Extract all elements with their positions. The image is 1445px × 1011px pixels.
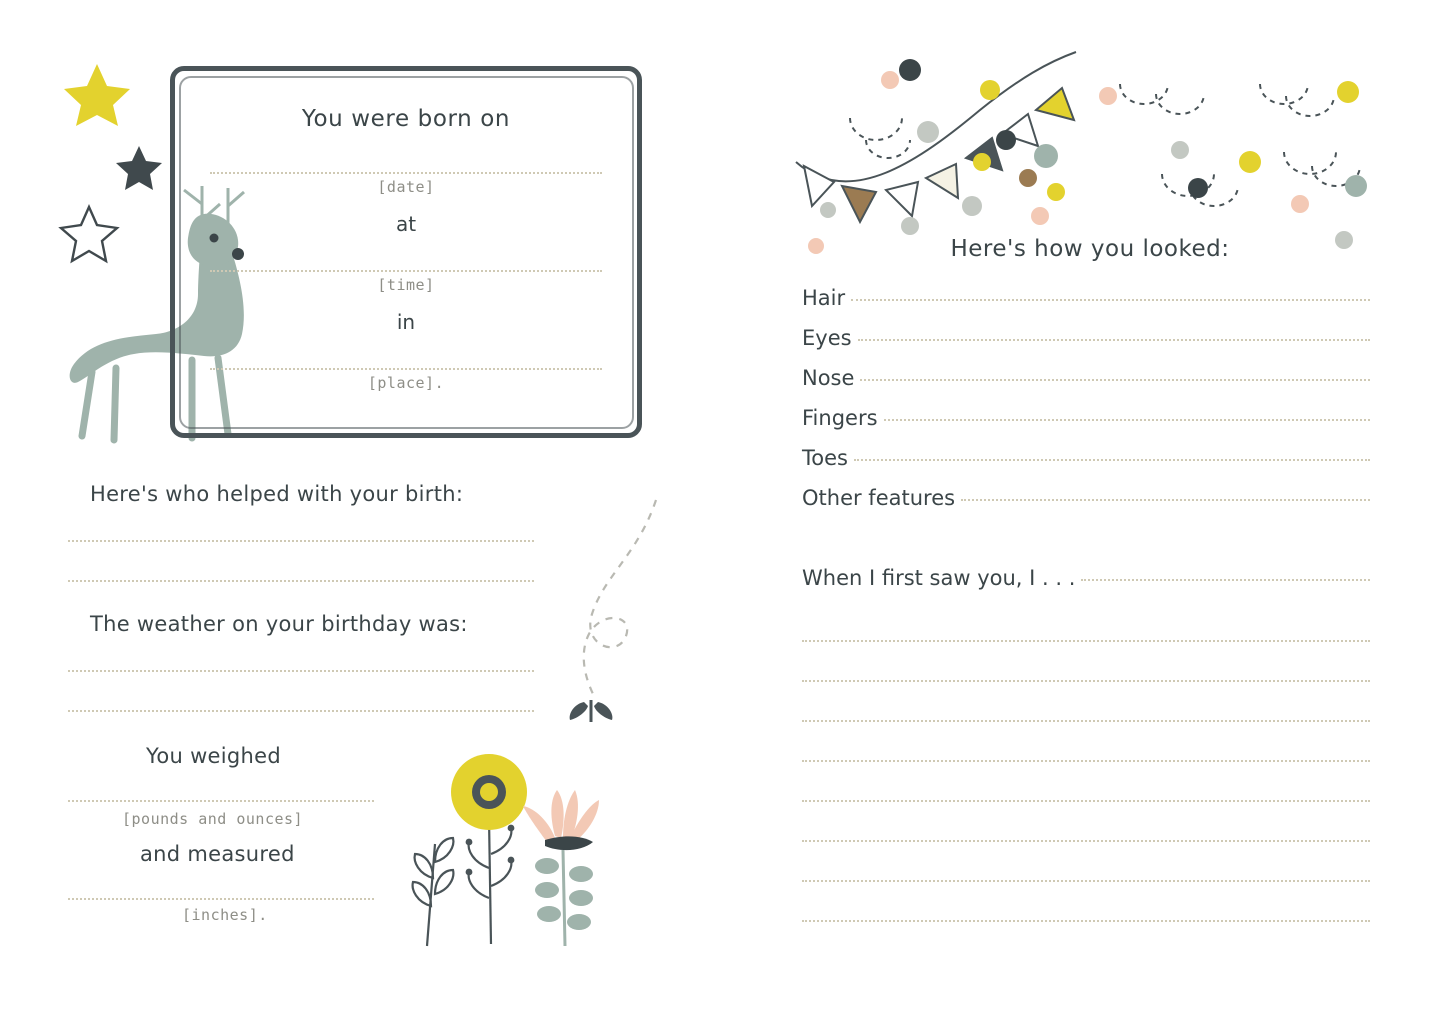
sunflower-icon [405,758,625,948]
weather-heading: The weather on your birthday was: [90,612,468,636]
feature-row-nose[interactable] [802,366,1370,396]
inches-tag: [inches]. [182,906,268,924]
writing-line[interactable] [802,760,1370,762]
place-tag: [place]. [367,374,445,392]
writing-line[interactable] [802,640,1370,642]
weighed-heading: You weighed [146,744,281,768]
born-on-title: You were born on [301,106,511,132]
time-tag: [time] [377,276,435,294]
birth-details-box [170,66,642,438]
moth-icon [540,490,670,740]
measured-heading: and measured [140,842,295,866]
feature-input-line[interactable] [858,339,1370,341]
writing-line[interactable] [802,720,1370,722]
writing-line[interactable] [802,880,1370,882]
first-saw-row[interactable] [802,566,1370,596]
feature-row-other[interactable] [802,486,1370,516]
feature-label: Other features [802,486,956,510]
confetti-icon [800,40,1400,260]
feature-input-line[interactable] [854,459,1370,461]
helpers-heading: Here's who helped with your birth: [90,482,464,506]
feature-label: Fingers [802,406,878,430]
place-line[interactable] [210,368,602,370]
inches-line[interactable] [68,898,374,900]
first-saw-input-line[interactable] [1081,579,1370,581]
first-saw-label: When I first saw you, I . . . [802,566,1076,590]
feature-input-line[interactable] [884,419,1370,421]
feature-row-hair[interactable] [802,286,1370,316]
feature-label: Toes [802,446,848,470]
date-tag: [date] [377,178,435,196]
writing-line[interactable] [802,920,1370,922]
in-label: in [396,310,416,334]
looks-title: Here's how you looked: [950,236,1230,262]
at-label: at [395,212,417,236]
feature-row-toes[interactable] [802,446,1370,476]
feature-row-fingers[interactable] [802,406,1370,436]
date-line[interactable] [210,172,602,174]
weather-line-2[interactable] [68,710,534,712]
writing-line[interactable] [802,840,1370,842]
weight-tag: [pounds and ounces] [122,810,304,828]
writing-line[interactable] [802,800,1370,802]
star-icon [62,62,132,128]
time-line[interactable] [210,270,602,272]
helpers-line-2[interactable] [68,580,534,582]
feature-label: Eyes [802,326,852,350]
feature-input-line[interactable] [961,499,1370,501]
feature-row-eyes[interactable] [802,326,1370,356]
feature-input-line[interactable] [860,379,1370,381]
weather-line-1[interactable] [68,670,534,672]
feature-label: Hair [802,286,846,310]
feature-input-line[interactable] [851,299,1370,301]
writing-line[interactable] [802,680,1370,682]
helpers-line-1[interactable] [68,540,534,542]
feature-label: Nose [802,366,855,390]
weight-line[interactable] [68,800,374,802]
